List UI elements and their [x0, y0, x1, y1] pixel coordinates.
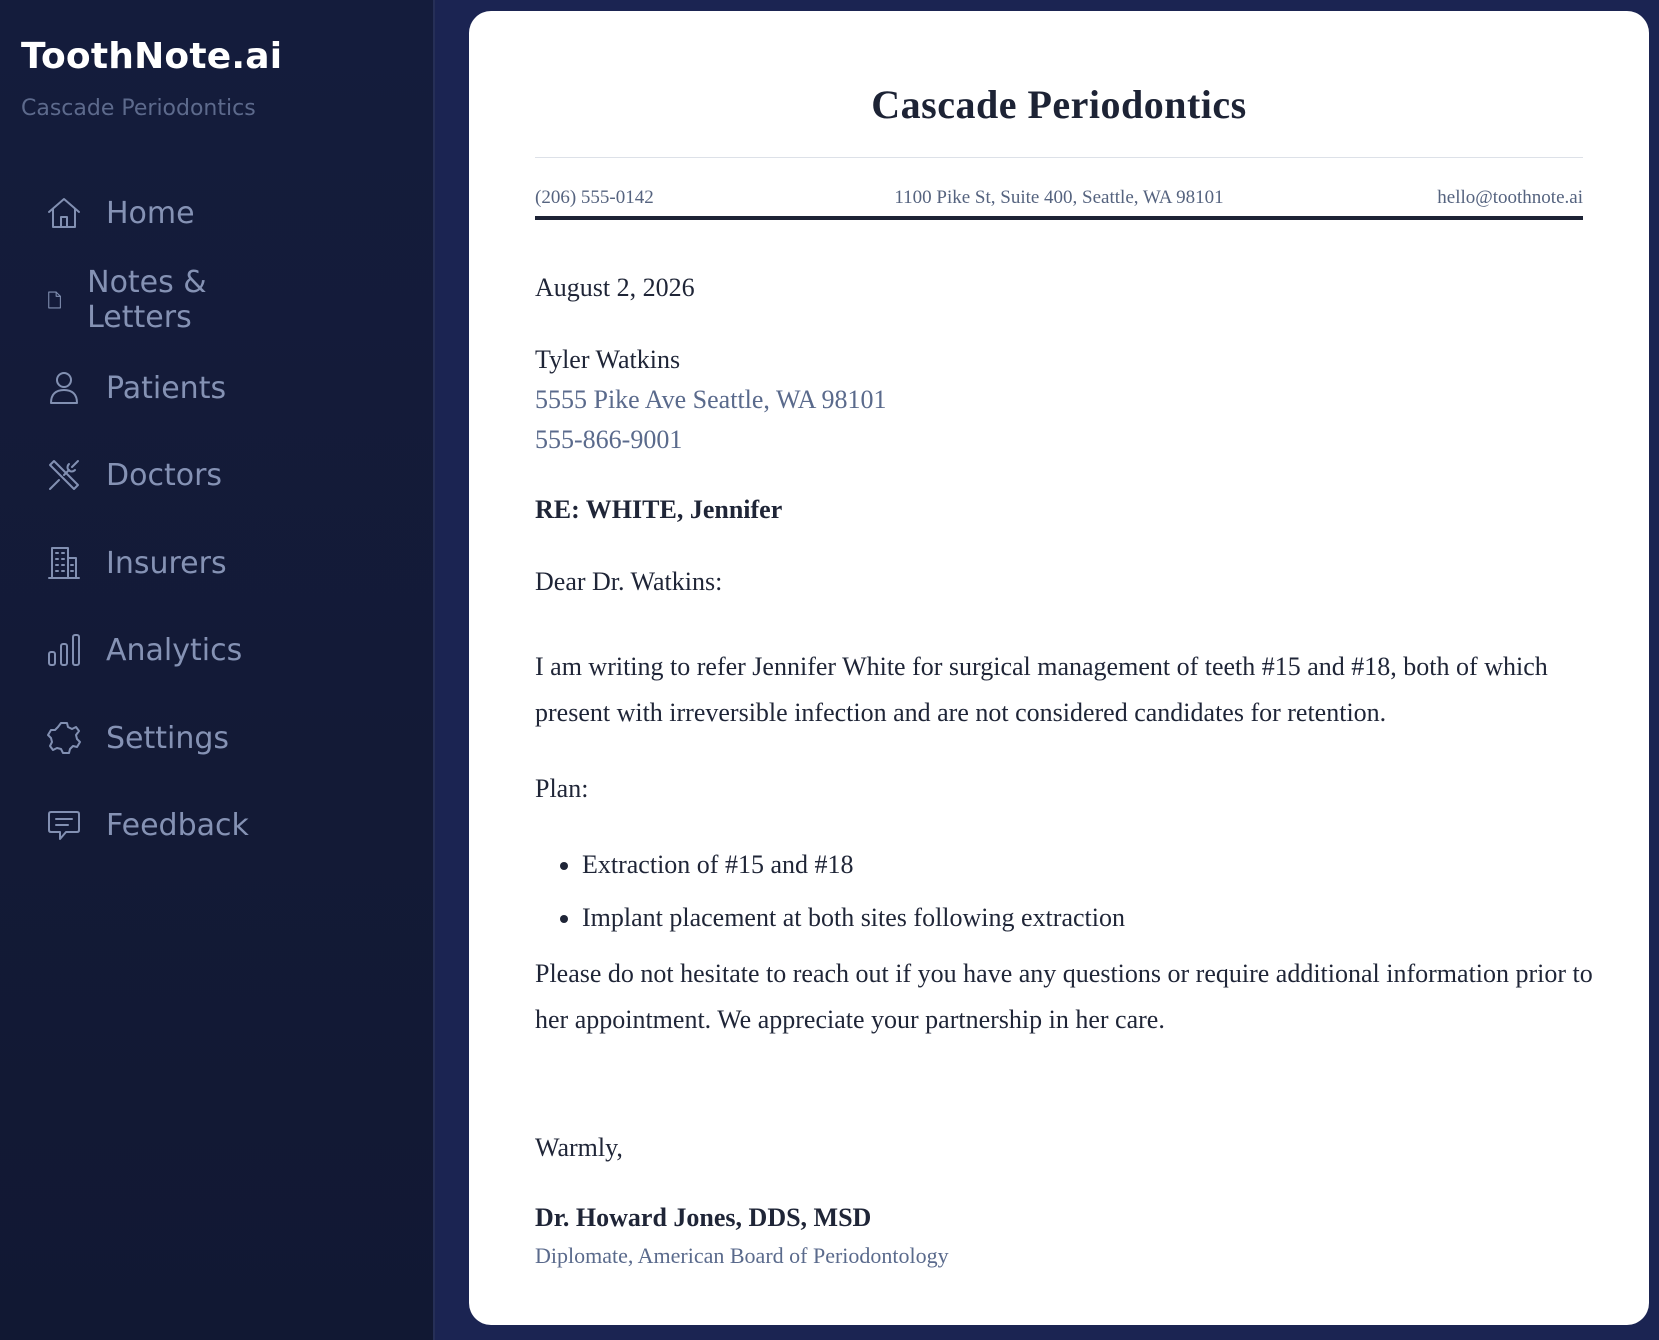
sidebar-item-label: Insurers [106, 545, 227, 581]
tools-icon [44, 455, 84, 495]
practice-email: hello@toothnote.ai [1437, 187, 1583, 208]
signature-name: Dr. Howard Jones, DDS, MSD [535, 1203, 872, 1232]
recipient-address: 5555 Pike Ave Seattle, WA 98101 [535, 385, 887, 414]
sidebar-item-label: Doctors [106, 457, 223, 493]
home-icon [44, 193, 84, 233]
sidebar-item-label: Notes & Letters [87, 265, 207, 335]
sidebar-item-feedback[interactable] [44, 800, 249, 850]
signature-title: Diplomate, American Board of Periodontology [535, 1243, 949, 1268]
sidebar-item-doctors[interactable] [44, 450, 222, 500]
practice-name: Cascade Periodontics [871, 82, 1247, 127]
sidebar-item-label: Patients [106, 370, 227, 406]
building-icon [44, 543, 84, 583]
plan-label: Plan: [535, 774, 589, 803]
bar-chart-icon [44, 630, 84, 670]
letter-date: August 2, 2026 [535, 273, 695, 302]
re-line: RE: WHITE, Jennifer [535, 495, 783, 524]
salutation: Dear Dr. Watkins: [535, 567, 723, 596]
sidebar-item-notes-letters[interactable] [44, 265, 211, 335]
practice-phone: (206) 555-0142 [535, 187, 654, 208]
brand-title: ToothNote.ai [21, 36, 283, 77]
sidebar-item-insurers[interactable] [44, 538, 227, 588]
list-item: • Extraction of #15 and #18 [582, 838, 1125, 891]
sidebar [0, 0, 435, 1340]
closing: Warmly, [535, 1133, 623, 1162]
list-item: • Implant placement at both sites following extraction [582, 891, 1125, 944]
sidebar-item-label: Feedback [106, 807, 249, 843]
plan-list [535, 838, 1125, 944]
referral-letter [469, 11, 1649, 1325]
recipient-name: Tyler Watkins [535, 345, 681, 374]
recipient-phone: 555-866-9001 [535, 425, 683, 454]
sidebar-item-label: Settings [106, 720, 230, 756]
gear-icon [44, 718, 84, 758]
sidebar-item-settings[interactable] [44, 713, 229, 763]
practice-address: 1100 Pike St, Suite 400, Seattle, WA 98101 [894, 187, 1224, 208]
document-icon [44, 280, 65, 320]
user-icon [44, 368, 84, 408]
sidebar-item-analytics[interactable] [44, 625, 242, 675]
sidebar-item-label: Home [106, 195, 195, 231]
letter-paragraph: Please do not hesitate to reach out if you have any questions or require additional information prior to her appointment. We appreciate your partnership in her care. [535, 959, 1593, 1034]
header-divider [535, 157, 1583, 158]
brand-subtitle: Cascade Periodontics [21, 96, 256, 121]
sidebar-item-home[interactable] [44, 188, 195, 238]
sidebar-item-label: Analytics [106, 632, 243, 668]
letterhead-rule [535, 216, 1583, 220]
message-icon [44, 805, 84, 845]
sidebar-item-patients[interactable] [44, 363, 226, 413]
letter-paragraph: I am writing to refer Jennifer White for surgical management of teeth #15 and #18, both of which present with irreversible infection and are not considered candidates for retention. [535, 652, 1548, 727]
